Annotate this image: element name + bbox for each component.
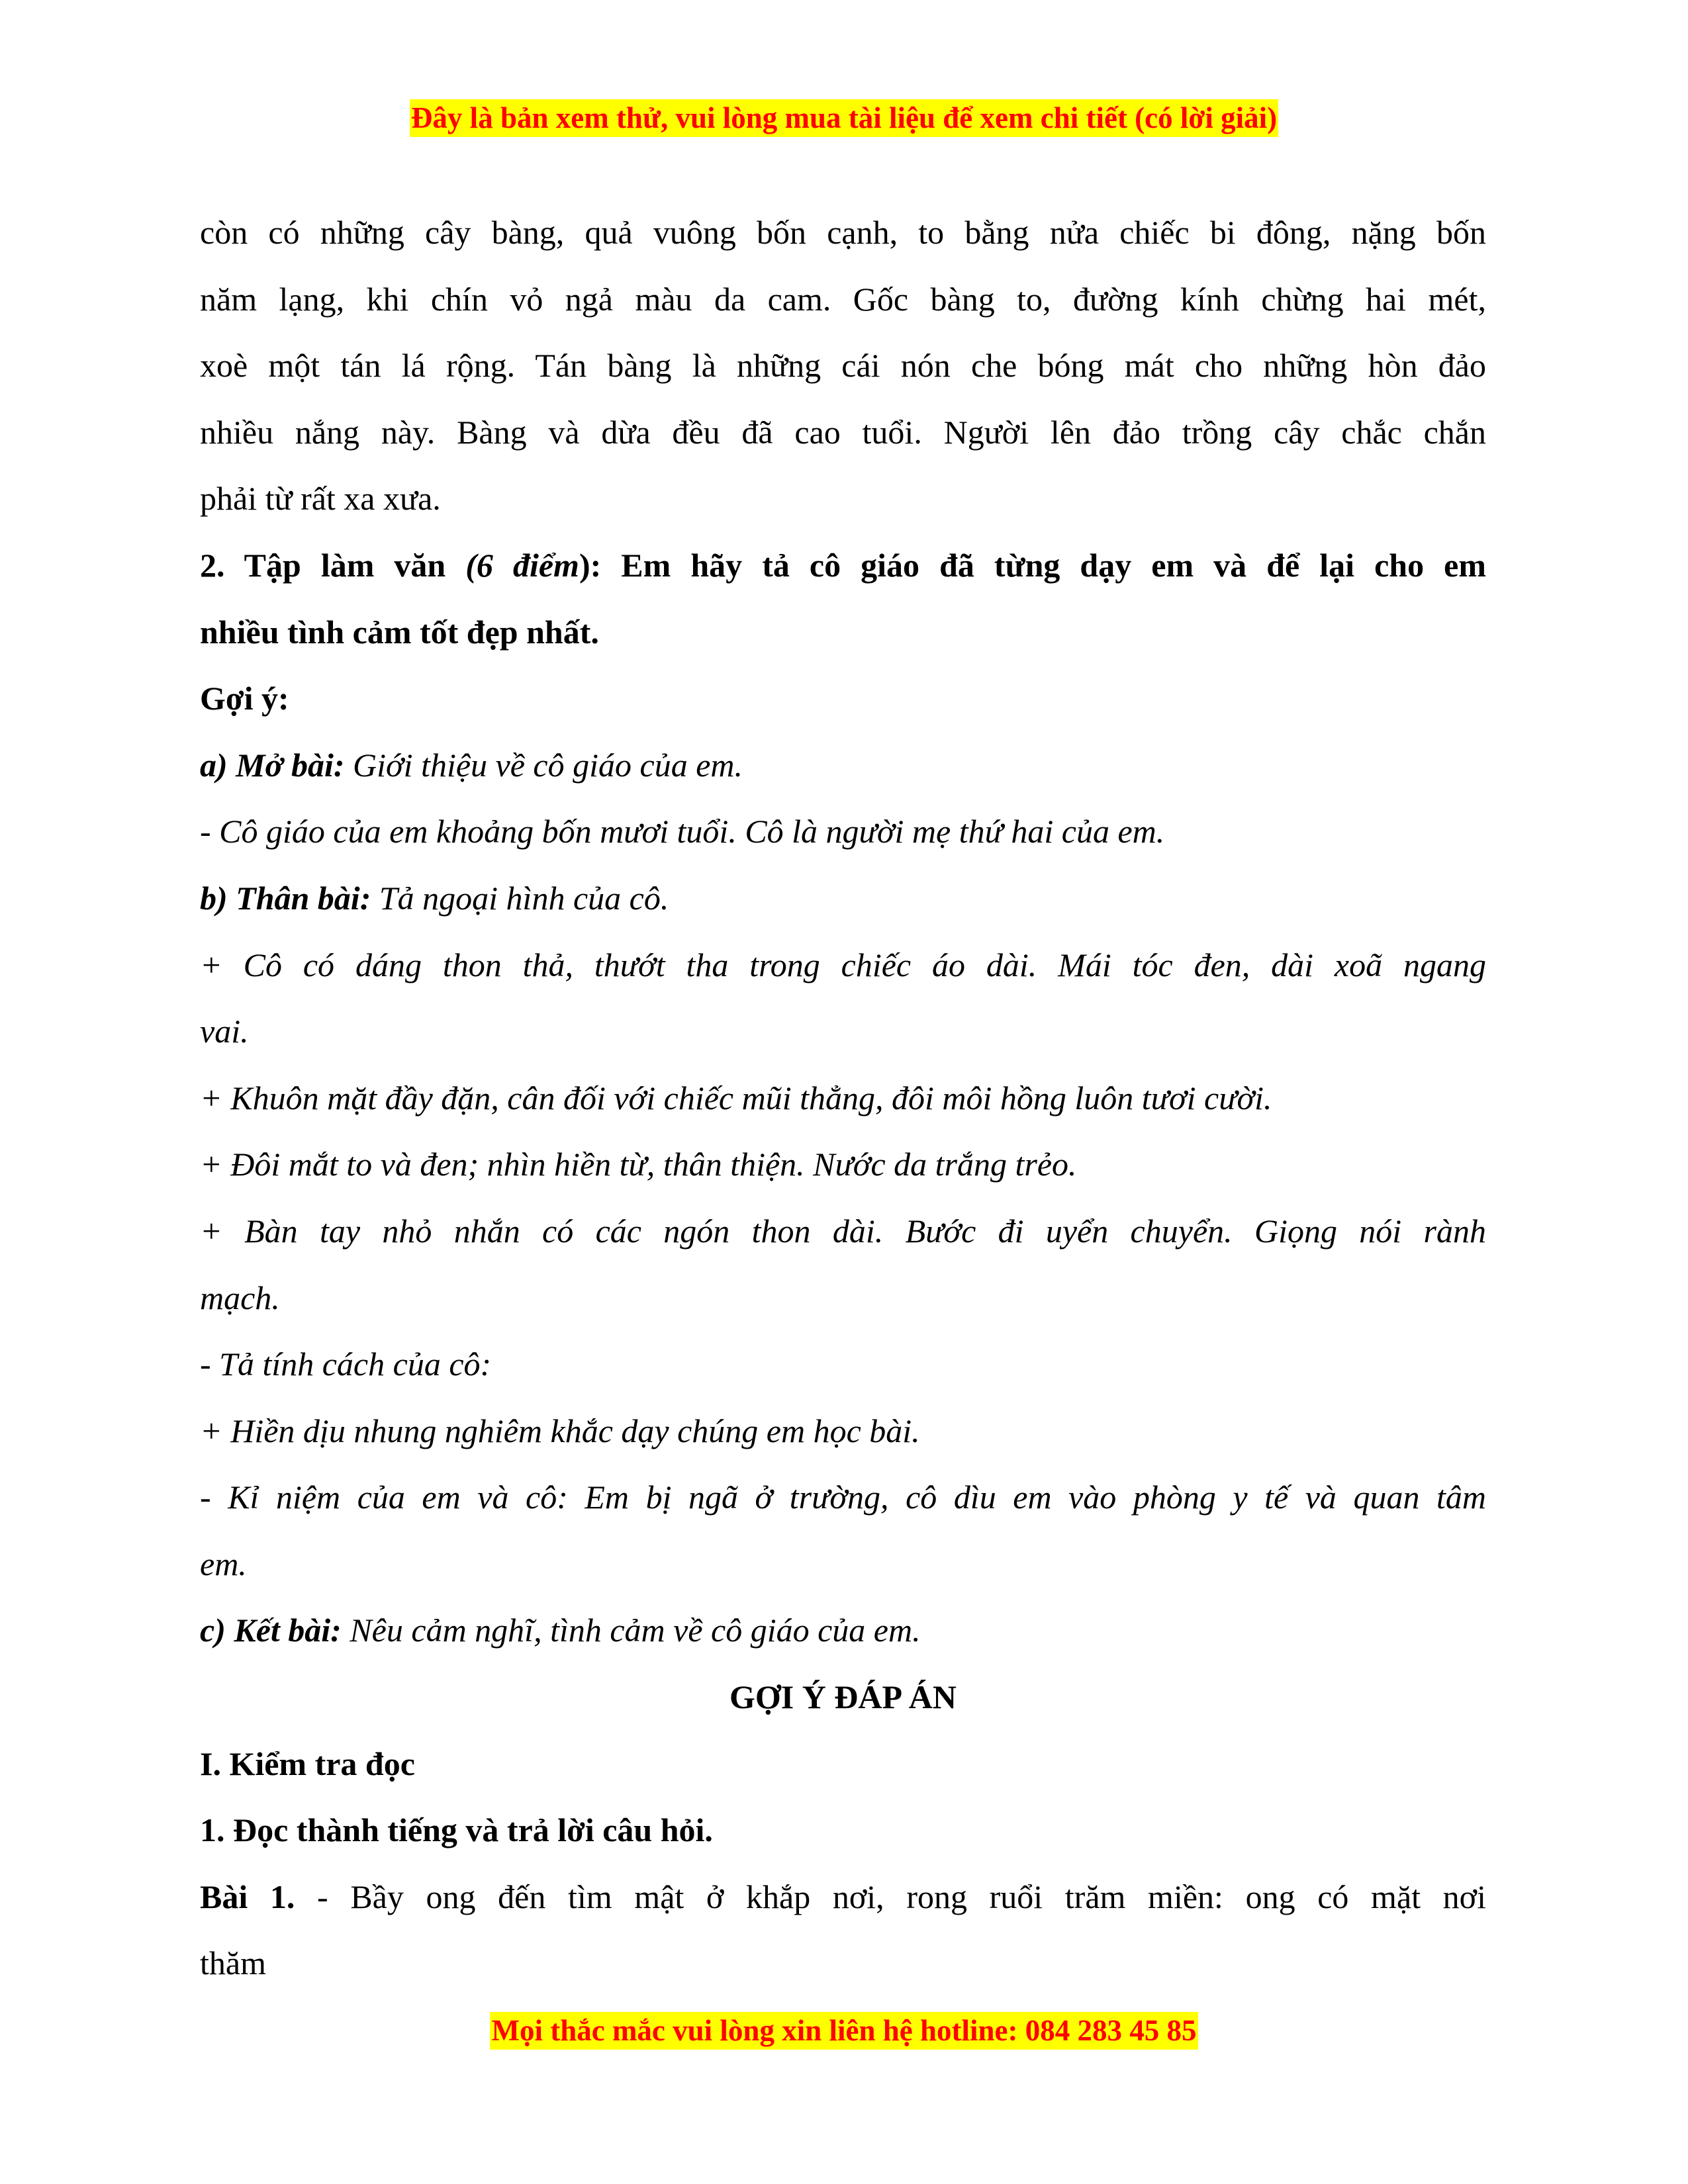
- answers-section: [200, 1664, 1486, 1997]
- bai1-text: - Bầy ong đến tìm mật ở khắp nơi, rong ruổi trăm miền: ong có mặt nơi: [295, 1878, 1486, 1915]
- paragraph-line: phải từ rất xa xưa.: [200, 480, 441, 518]
- bai1-line-1: [200, 1864, 1486, 1931]
- paragraph-line: nhiều nắng này. Bàng và dừa đều đã cao tuổi. Người lên đảo trồng cây chắc chắn: [200, 413, 1486, 451]
- paragraph-line: còn có những cây bàng, quả vuông bốn cạnh, to bằng nửa chiếc bi đông, nặng bốn: [200, 214, 1486, 251]
- hint-body-item: - Tả tính cách của cô:: [200, 1345, 492, 1383]
- paragraph-line: năm lạng, khi chín vỏ ngả màu da cam. Gốc bàng to, đường kính chừng hai mét,: [200, 280, 1486, 318]
- hint-body-item: vai.: [200, 1013, 249, 1050]
- essay-task: [200, 532, 1486, 665]
- bai1-label: Bài 1.: [200, 1878, 295, 1915]
- hint-intro-detail: - Cô giáo của em khoảng bốn mươi tuổi. Cô là người mẹ thứ hai của em.: [200, 813, 1165, 850]
- hint-conclusion-label: c) Kết bài:: [200, 1612, 342, 1649]
- essay-task-prompt: : Em hãy tả cô giáo đã từng dạy em và để lại cho em: [590, 546, 1486, 584]
- document-body: [200, 199, 1486, 1997]
- hint-body-label: b) Thân bài:: [200, 879, 371, 917]
- answers-title: GỢI Ý ĐÁP ÁN: [729, 1678, 957, 1716]
- hint-conclusion-text: Nêu cảm nghĩ, tình cảm về cô giáo của em.: [341, 1612, 921, 1649]
- hint-intro: [200, 732, 1486, 799]
- essay-task-line-2: nhiều tình cảm tốt đẹp nhất.: [200, 613, 599, 651]
- paragraph-line: xoè một tán lá rộng. Tán bàng là những cái nón che bóng mát cho những hòn đảo: [200, 347, 1486, 385]
- hint-body-item: + Cô có dáng thon thả, thướt tha trong chiếc áo dài. Mái tóc đen, dài xoã ngang: [200, 946, 1486, 983]
- answers-section-heading: I. Kiểm tra đọc: [200, 1745, 415, 1782]
- hint-intro-label: a) Mở bài:: [200, 746, 345, 784]
- hint-body-item: mạch.: [200, 1279, 280, 1316]
- essay-task-prefix: 2. Tập làm văn: [200, 546, 466, 584]
- hint-body-item: + Hiền dịu nhung nghiêm khắc dạy chúng em học bài.: [200, 1412, 920, 1449]
- essay-task-points: (6 điểm: [465, 546, 579, 584]
- preview-notice-banner: [0, 99, 1688, 137]
- hotline-text: Mọi thắc mắc vui lòng xin liên hệ hotline: 084 283 45 85: [490, 2012, 1197, 2050]
- hints-section: [200, 665, 1486, 1664]
- answers-subsection-heading: 1. Đọc thành tiếng và trả lời câu hỏi.: [200, 1811, 713, 1849]
- hint-body-text: Tả ngoại hình của cô.: [371, 879, 669, 917]
- hint-intro-text: Giới thiệu về cô giáo của em.: [344, 746, 743, 784]
- hints-title: Gợi ý:: [200, 680, 289, 717]
- hint-body-item: + Khuôn mặt đầy đặn, cân đối với chiếc mũi thẳng, đôi môi hồng luôn tươi cười.: [200, 1079, 1272, 1116]
- hint-body-item: em.: [200, 1545, 247, 1582]
- bai1-line-2: thăm: [200, 1944, 266, 1982]
- essay-task-line-1: [200, 532, 1486, 599]
- preview-notice-text: Đây là bản xem thử, vui lòng mua tài liệu để xem chi tiết (có lời giải): [410, 99, 1278, 137]
- hint-body-item: - Kỉ niệm của em và cô: Em bị ngã ở trường, cô dìu em vào phòng y tế và quan tâm: [200, 1479, 1486, 1516]
- hint-conclusion: [200, 1597, 1486, 1664]
- hint-body: [200, 865, 1486, 932]
- paragraph-bang-trees: [200, 199, 1486, 532]
- essay-task-points-close: ): [579, 546, 590, 584]
- hint-body-item: + Bàn tay nhỏ nhắn có các ngón thon dài. Bước đi uyển chuyển. Giọng nói rành: [200, 1212, 1486, 1250]
- hotline-banner: [0, 2012, 1688, 2050]
- hint-body-item: + Đôi mắt to và đen; nhìn hiền từ, thân thiện. Nước da trắng trẻo.: [200, 1146, 1077, 1183]
